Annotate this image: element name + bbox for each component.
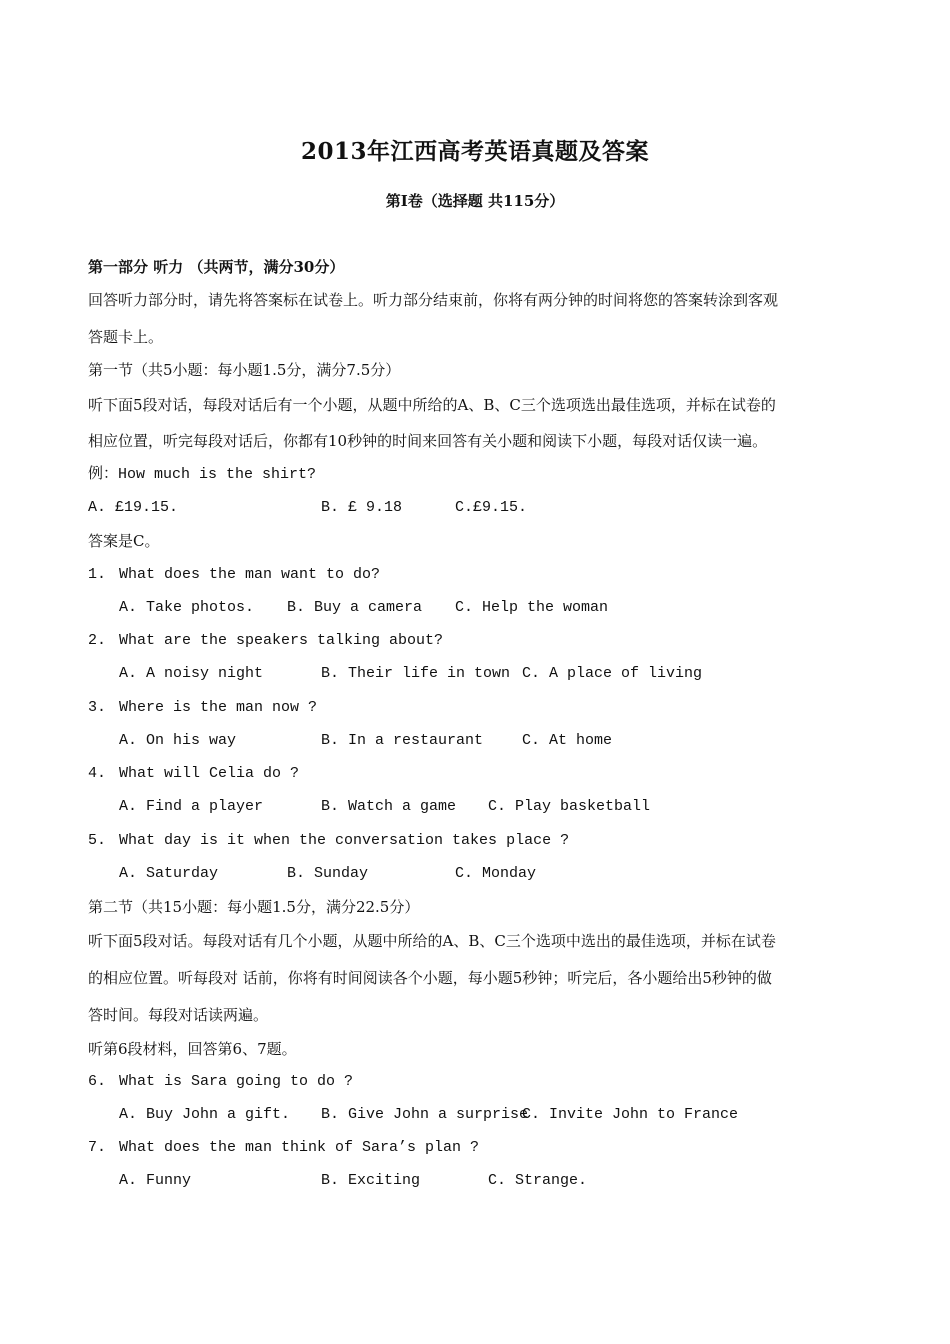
question-number: 4. [88,765,107,782]
question-option-c: C. A place of living [522,665,703,682]
question-option-a: A. A noisy night [119,665,264,682]
question-text: Where is the man now ? [119,699,318,716]
question-option-b: B. Sunday [287,865,369,882]
example-answer: 答案是C。 [88,532,160,550]
question-option-a: A. Saturday [119,865,219,882]
section2-instruction-line3: 答时间。每段对话读两遍。 [88,1006,269,1024]
question-number: 5. [88,832,107,849]
question-option-b: B. Give John a surprise [321,1106,529,1123]
section1-instruction-line2: 相应位置，听完每段对话后，你都有10秒钟的时间来回答有关小题和阅读下小题，每段对话仅读一遍。 [88,432,768,450]
question-text: What does the man want to do? [119,566,381,583]
question-option-a: A. Funny [119,1172,192,1189]
part1-instruction-line2: 答题卡上。 [88,328,164,346]
part1-heading: 第一部分 听力 （共两节，满分30分） [88,258,345,276]
question-option-b: B. Exciting [321,1172,421,1189]
question-text: What day is it when the conversation takes place ? [119,832,570,849]
question-number: 6. [88,1073,107,1090]
question-option-c: C. Help the woman [455,599,609,616]
question-number: 3. [88,699,107,716]
question-option-b: B. Watch a game [321,798,457,815]
part1-instruction-line1: 回答听力部分时，请先将答案标在试卷上。听力部分结束前，你将有两分钟的时间将您的答案转涂到客观 [88,291,779,309]
question-option-a: A. Find a player [119,798,264,815]
section1-heading: 第一节（共5小题：每小题1.5分，满分7.5分） [88,361,401,379]
question-option-c: C. Play basketball [488,798,651,815]
question-text: What will Celia do ? [119,765,300,782]
section2-heading: 第二节（共15小题：每小题1.5分，满分22.5分） [88,898,420,916]
question-number: 1. [88,566,107,583]
question-number: 2. [88,632,107,649]
question-text: What are the speakers talking about? [119,632,444,649]
question-option-a: A. Buy John a gift. [119,1106,291,1123]
question-number: 7. [88,1139,107,1156]
section1-instruction-line1: 听下面5段对话，每段对话后有一个小题，从题中所给的A、B、C三个选项选出最佳选项，并标在试卷的 [88,396,776,414]
question-option-a: A. Take photos. [119,599,255,616]
question-option-c: C. At home [522,732,613,749]
question-option-b: B. Their life in town [321,665,511,682]
question-option-c: C. Invite John to France [522,1106,739,1123]
question-text: What is Sara going to do ? [119,1073,354,1090]
question-option-b: B. Buy a camera [287,599,423,616]
section2-instruction-line2: 的相应位置。听每段对 话前，你将有时间阅读各个小题，每小题5秒钟；听完后，各小题给出5秒钟的做 [88,969,772,987]
example-question: 例：How much is the shirt? [88,466,317,483]
question-option-a: A. On his way [119,732,237,749]
section2-material: 听第6段材料，回答第6、7题。 [88,1040,297,1058]
page-title: 2013年江西高考英语真题及答案 [300,138,649,165]
page-subtitle: 第I卷（选择题 共115分） [385,192,565,210]
question-text: What does the man think of Sara’s plan ? [119,1139,480,1156]
example-option-b: B. £ 9.18 [321,499,403,516]
question-option-c: C. Strange. [488,1172,588,1189]
example-option-a: A. £19.15. [88,499,179,516]
section2-instruction-line1: 听下面5段对话。每段对话有几个小题，从题中所给的A、B、C三个选项中选出的最佳选项，并标在试卷 [88,932,776,950]
example-option-c: C.£9.15. [455,499,528,516]
question-option-b: B. In a restaurant [321,732,484,749]
question-option-c: C. Monday [455,865,537,882]
